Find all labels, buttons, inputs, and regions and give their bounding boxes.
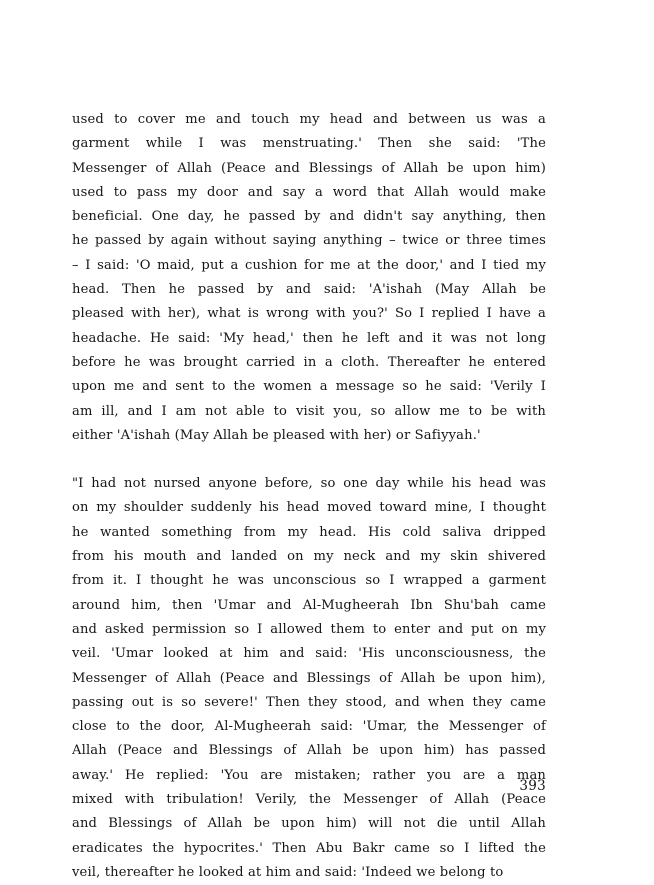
text-line: – I said: 'O maid, put a cushion for me at the door,' and I tied my [72,257,546,273]
page-body [72,108,546,885]
text-line: and asked permission so I allowed them to enter and put on my [72,621,546,637]
text-line: eradicates the hypocrites.' Then Abu Bakr came so I lifted the [72,840,546,856]
text-line: veil. 'Umar looked at him and said: 'His unconsciousness, the [72,646,546,662]
text-line: garment while I was menstruating.' Then she said: 'The [72,136,546,152]
text-line: from it. I thought he was unconscious so I wrapped a garment [72,573,546,589]
text-line: head. Then he passed by and said: 'A'ishah (May Allah be [72,282,546,298]
text-line: am ill, and I am not able to visit you, so allow me to be with [72,403,546,419]
paragraph-1 [72,108,546,448]
text-line: away.' He replied: 'You are mistaken; rather you are a man [72,767,546,783]
text-line: used to pass my door and say a word that Allah would make [72,184,546,200]
text-line: and Blessings of Allah be upon him) will not die until Allah [72,816,546,832]
text-line: either 'A'ishah (May Allah be pleased with her) or Safiyyah.' [72,427,481,443]
text-line: headache. He said: 'My head,' then he left and it was not long [72,330,546,346]
paragraph-2 [72,472,546,885]
text-line: from his mouth and landed on my neck and my skin shivered [72,549,546,565]
text-line: close to the door, Al-Mugheerah said: 'Umar, the Messenger of [72,719,546,735]
text-line: on my shoulder suddenly his head moved toward mine, I thought [72,500,546,516]
text-line: around him, then 'Umar and Al-Mugheerah Ibn Shu'bah came [72,597,546,613]
text-line: upon me and sent to the women a message so he said: 'Verily I [72,379,546,395]
text-line: he wanted something from my head. His cold saliva dripped [72,524,546,540]
text-line: beneficial. One day, he passed by and didn't say anything, then [72,209,546,225]
text-line: pleased with her), what is wrong with you?' So I replied I have a [72,306,546,322]
page-number: 393 [519,778,546,794]
text-line: used to cover me and touch my head and between us was a [72,112,546,127]
text-line: passing out is so severe!' Then they stood, and when they came [72,694,546,710]
text-line: Allah (Peace and Blessings of Allah be upon him) has passed [72,743,546,759]
text-line: "I had not nursed anyone before, so one day while his head was [72,476,546,492]
text-line: Messenger of Allah (Peace and Blessings of Allah be upon him) [72,160,546,176]
text-line: veil, thereafter he looked at him and said: 'Indeed we belong to [72,864,504,880]
text-line: Messenger of Allah (Peace and Blessings of Allah be upon him), [72,670,546,686]
text-line: before he was brought carried in a cloth. Thereafter he entered [72,354,546,370]
text-line: he passed by again without saying anything – twice or three times [72,233,546,249]
text-line: mixed with tribulation! Verily, the Messenger of Allah (Peace [72,792,546,808]
